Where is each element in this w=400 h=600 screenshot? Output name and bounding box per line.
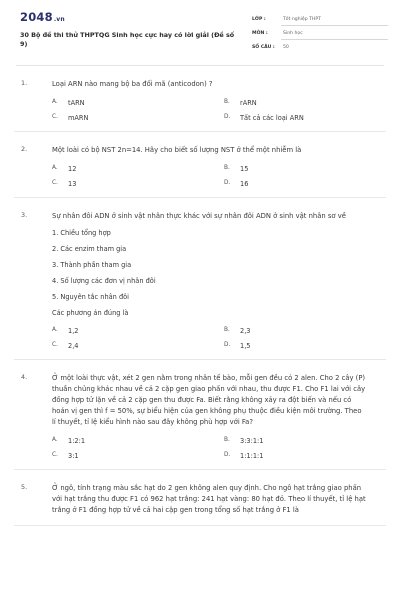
answer-option[interactable] bbox=[224, 437, 396, 445]
answer-option[interactable] bbox=[224, 165, 396, 173]
option-text: rARN bbox=[240, 99, 257, 107]
answer-option[interactable] bbox=[224, 99, 396, 107]
meta-divider bbox=[281, 25, 388, 26]
answer-option[interactable] bbox=[224, 114, 396, 122]
option-text: 13 bbox=[68, 180, 77, 188]
answer-options bbox=[52, 99, 366, 122]
question-number: 1. bbox=[21, 79, 28, 87]
question-text: Sự nhân đôi ADN ở sinh vật nhân thực khác với sự nhân đôi ADN ở sinh vật nhân sơ về bbox=[52, 212, 346, 220]
option-letter: C. bbox=[52, 180, 58, 186]
option-letter: A. bbox=[52, 327, 58, 333]
question-number: 3. bbox=[21, 211, 28, 219]
question-text: Ở một loài thực vật, xét 2 gen nằm trong nhân tế bào, mỗi gen đều có 2 alen. Cho 2 cây (P) thuần chủng khác nhau về cả 2 cặp gen giao phấn với nhau, thu được F1. Cho F1 lai với cây đồng hợp tử lặn về cả 2 cặp gen thu được Fa. Biết rằng không xảy ra đột biến và nếu có hoán vị gen thì f = 50%, sự biểu hiện của gen không phụ thuộc điều kiện môi trường. Theo lí thuyết, tỉ lệ kiểu hình nào sau đây không phù hợp với Fa? bbox=[52, 374, 366, 426]
answer-option[interactable] bbox=[52, 327, 224, 335]
question-1 bbox=[14, 66, 386, 132]
class-value: Tốt nghiệp THPT bbox=[283, 17, 321, 22]
subject-label: MÔN : bbox=[252, 31, 268, 36]
option-letter: B. bbox=[224, 99, 230, 105]
option-text: 2,4 bbox=[68, 342, 79, 350]
statement-item: 5. Nguyên tắc nhân đôi bbox=[52, 293, 129, 301]
statement-item: 2. Các enzim tham gia bbox=[52, 245, 127, 253]
subject-value: Sinh học bbox=[283, 31, 303, 36]
question-3 bbox=[14, 198, 386, 360]
question-number: 5. bbox=[21, 483, 28, 491]
option-text: 1,5 bbox=[240, 342, 251, 350]
statement-item: 1. Chiều tổng hợp bbox=[52, 229, 111, 237]
answer-options bbox=[52, 327, 366, 350]
statement-item: Các phương án đúng là bbox=[52, 309, 129, 317]
option-text: 15 bbox=[240, 165, 249, 173]
option-letter: A. bbox=[52, 437, 58, 443]
option-text: 3:3:1:1 bbox=[240, 437, 264, 445]
option-letter: C. bbox=[52, 452, 58, 458]
meta-subject bbox=[252, 31, 388, 41]
option-letter: D. bbox=[224, 114, 231, 120]
answer-option[interactable] bbox=[52, 114, 224, 122]
meta-class bbox=[252, 17, 388, 27]
site-logo[interactable]: 2048.vn bbox=[20, 10, 65, 24]
count-label: SỐ CÂU : bbox=[252, 45, 275, 50]
answer-option[interactable] bbox=[52, 342, 224, 350]
option-text: mARN bbox=[68, 114, 89, 122]
question-list bbox=[0, 66, 400, 526]
option-letter: C. bbox=[52, 342, 58, 348]
option-letter: A. bbox=[52, 99, 58, 105]
page-title: 30 Bộ đề thi thử THPTQG Sinh học cực hay có lời giải (Đề số 9) bbox=[20, 31, 235, 48]
meta-count bbox=[252, 45, 388, 55]
question-text: Một loài có bộ NST 2n=14. Hãy cho biết số lượng NST ở thể một nhiễm là bbox=[52, 146, 302, 154]
answer-option[interactable] bbox=[52, 452, 224, 460]
option-text: 2,3 bbox=[240, 327, 251, 335]
answer-options bbox=[52, 165, 366, 188]
answer-options bbox=[52, 437, 366, 460]
option-text: 3:1 bbox=[68, 452, 79, 460]
question-number: 4. bbox=[21, 373, 28, 381]
answer-option[interactable] bbox=[224, 342, 396, 350]
answer-option[interactable] bbox=[52, 180, 224, 188]
answer-option[interactable] bbox=[224, 180, 396, 188]
option-letter: A. bbox=[52, 165, 58, 171]
option-text: 12 bbox=[68, 165, 77, 173]
statement-item: 4. Số lượng các đơn vị nhân đôi bbox=[52, 277, 156, 285]
option-letter: C. bbox=[52, 114, 58, 120]
question-5 bbox=[14, 470, 386, 526]
class-label: LỚP : bbox=[252, 17, 266, 22]
question-text: Loại ARN nào mang bộ ba đối mã (anticodon) ? bbox=[52, 80, 213, 88]
document-header bbox=[0, 0, 400, 66]
option-text: 16 bbox=[240, 180, 249, 188]
answer-option[interactable] bbox=[224, 327, 396, 335]
question-2 bbox=[14, 132, 386, 198]
option-letter: B. bbox=[224, 165, 230, 171]
statement-item: 3. Thành phần tham gia bbox=[52, 261, 132, 269]
option-text: 1,2 bbox=[68, 327, 79, 335]
answer-option[interactable] bbox=[52, 99, 224, 107]
answer-option[interactable] bbox=[52, 165, 224, 173]
meta-divider bbox=[281, 39, 388, 40]
option-letter: B. bbox=[224, 437, 230, 443]
answer-option[interactable] bbox=[224, 452, 396, 460]
count-value: 50 bbox=[283, 45, 289, 50]
option-letter: B. bbox=[224, 327, 230, 333]
option-text: 1:1:1:1 bbox=[240, 452, 264, 460]
option-letter: D. bbox=[224, 342, 231, 348]
answer-option[interactable] bbox=[52, 437, 224, 445]
option-text: Tất cả các loại ARN bbox=[240, 114, 304, 122]
option-letter: D. bbox=[224, 452, 231, 458]
option-text: tARN bbox=[68, 99, 85, 107]
statement-list bbox=[52, 229, 366, 318]
question-4 bbox=[14, 360, 386, 470]
question-text: Ở ngô, tính trạng màu sắc hạt do 2 gen không alen quy định. Cho ngô hạt trắng giao phấn với hạt trắng thu được F1 có 962 hạt trắng: 241 hạt vàng: 80 hạt đỏ. Theo lí thuyết, tỉ lệ hạt trắng ở F1 đồng hợp tử về cả hai cặp gen trong tổng số hạt trắng ở F1 là bbox=[52, 484, 366, 514]
question-number: 2. bbox=[21, 145, 28, 153]
option-letter: D. bbox=[224, 180, 231, 186]
option-text: 1:2:1 bbox=[68, 437, 86, 445]
